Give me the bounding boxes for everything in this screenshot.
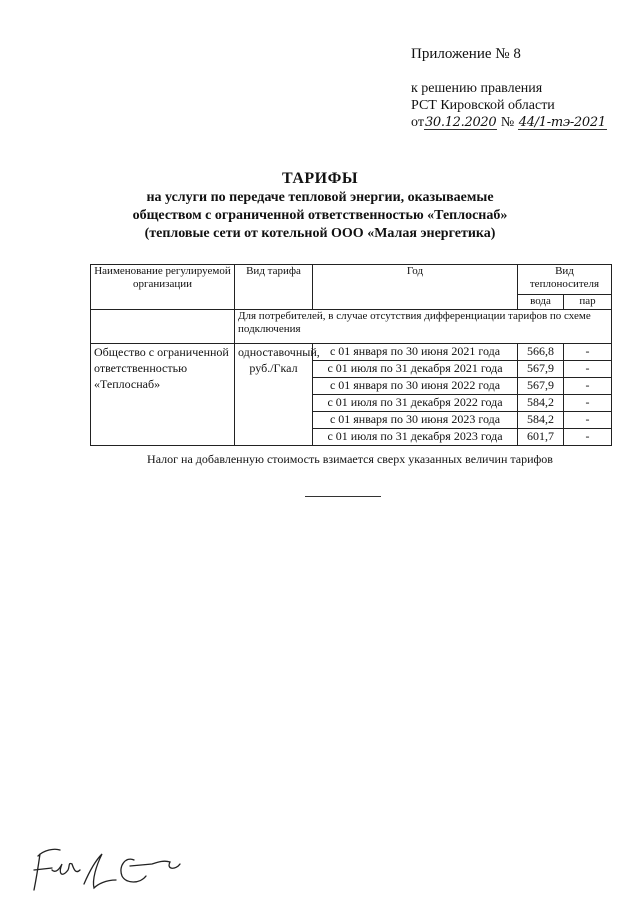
number-label: №	[500, 115, 515, 130]
table-row-period: с 01 июля по 31 декабря 2023 года	[313, 429, 518, 446]
table-row-period: с 01 января по 30 июня 2022 года	[313, 378, 518, 395]
table-row-steam: -	[564, 395, 612, 412]
table-row-water: 584,2	[518, 395, 564, 412]
tariffs-table	[90, 264, 612, 446]
table-row-water: 584,2	[518, 412, 564, 429]
table-row-period: с 01 июля по 31 декабря 2022 года	[313, 395, 518, 412]
table-row-water: 566,8	[518, 344, 564, 361]
consumer-note: Для потребителей, в случае отсутствия дифференциации тарифов по схеме подключения	[235, 310, 612, 344]
appendix-label: Приложение № 8	[411, 46, 521, 62]
table-row-steam: -	[564, 344, 612, 361]
decision-date-number	[411, 114, 607, 131]
decision-line-2: РСТ Кировской области	[411, 98, 555, 113]
title-main: ТАРИФЫ	[281, 170, 359, 187]
document-title	[0, 170, 640, 243]
table-row-steam: -	[564, 378, 612, 395]
decision-line-1: к решению правления	[411, 81, 543, 96]
decision-reference	[411, 80, 607, 131]
table-row-steam: -	[564, 412, 612, 429]
header-year: Год	[313, 265, 518, 310]
header-tariff-type: Вид тарифа	[235, 265, 313, 310]
table-row-period: с 01 января по 30 июня 2021 года	[313, 344, 518, 361]
table-row-period: с 01 июля по 31 декабря 2021 года	[313, 361, 518, 378]
table-row-water: 567,9	[518, 378, 564, 395]
signature-image	[30, 840, 190, 896]
table-row-steam: -	[564, 361, 612, 378]
separator-line	[305, 496, 381, 497]
header-steam: пар	[564, 295, 612, 310]
from-label: от	[411, 115, 424, 130]
tariff-kind: одноставочный, руб./Гкал	[235, 344, 313, 446]
title-line-2: на услуги по передаче тепловой энергии, оказываемые	[146, 190, 494, 205]
handwritten-date: 30.12.2020	[424, 115, 497, 130]
tax-note: Налог на добавленную стоимость взимается сверх указанных величин тарифов	[147, 452, 553, 466]
table-row-steam: -	[564, 429, 612, 446]
handwritten-number: 44/1-тэ-2021	[518, 115, 606, 130]
title-line-3: обществом с ограниченной ответственностью «Теплоснаб»	[132, 208, 508, 223]
title-line-4: (тепловые сети от котельной ООО «Малая энергетика)	[144, 226, 496, 241]
header-carrier: Вид теплоносителя	[518, 265, 612, 295]
table-row-period: с 01 января по 30 июня 2023 года	[313, 412, 518, 429]
table-row-water: 601,7	[518, 429, 564, 446]
table-row-water: 567,9	[518, 361, 564, 378]
organization-name: Общество с ограниченной ответственностью «Теплоснаб»	[91, 344, 235, 446]
header-organization: Наименование регулируемой организации	[91, 265, 235, 310]
header-water: вода	[518, 295, 564, 310]
